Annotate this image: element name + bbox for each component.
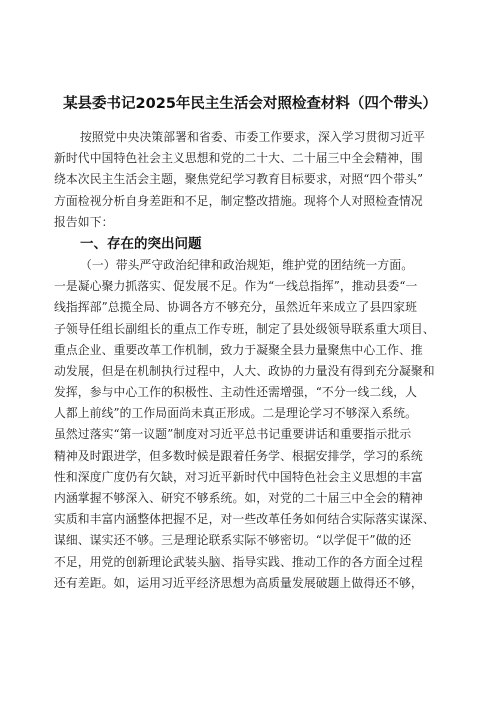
intro-line: 绕本次民主生活会主题，聚焦党纪学习教育目标要求，对照“四个带头” xyxy=(54,172,424,187)
body-line: 内涵掌握不够深入、研究不够系统。如，对党的二十届三中全会的精神 xyxy=(54,491,423,505)
body-line: 精神及时跟进学，但多数时候是跟着任务学、根据安排学，学习的系统 xyxy=(54,448,423,463)
body-line: 虽然过落实“第一议题”制度对习近平总书记重要讲话和重要指示批示 xyxy=(54,427,412,442)
section-heading: 一、存在的突出问题 xyxy=(80,235,202,252)
body-line: 线指挥部”总揽全局、协调各方不够充分，虽然近年来成立了县四家班 xyxy=(54,300,418,315)
body-line: 谋细、谋实还不够。三是理论联系实际不够密切。“以学促干”做的还 xyxy=(54,533,412,548)
body-line: 动发展，但是在机制执行过程中，人大、政协的力量没有得到充分凝聚和 xyxy=(54,363,435,378)
body-line: 发挥，参与中心工作的积极性、主动性还需增强，“不分一线二线，人 xyxy=(54,385,418,400)
document-body xyxy=(54,127,474,594)
body-line: 子领导任组长副组长的重点工作专班，制定了县处级领导联系重大项目、 xyxy=(54,321,435,336)
body-line: 人都上前线”的工作局面尚未真正形成。二是理论学习不够深入系统。 xyxy=(54,406,418,421)
body-line: 性和深度广度仍有欠缺，对习近平新时代中国特色社会主义思想的丰富 xyxy=(54,469,423,484)
intro-line: 新时代中国特色社会主义思想和党的二十大、二十届三中全会精神，围 xyxy=(54,151,423,166)
intro-line: 报告如下： xyxy=(54,214,114,229)
subsection-heading: （一）带头严守政治纪律和政治规矩，维护党的团结统一方面。 xyxy=(80,257,414,272)
body-line: 实质和丰富内涵整体把握不足，对一些改革任务如何结合实际落实谋深、 xyxy=(54,512,435,527)
body-line: 还有差距。如，运用习近平经济思想为高质量发展破题上做得还不够， xyxy=(54,575,423,590)
body-line: 重点企业、重要改革工作机制，致力于凝聚全县力量聚焦中心工作、推 xyxy=(54,342,423,357)
intro-line: 方面检视分析自身差距和不足，制定整改措施。现将个人对照检查情况 xyxy=(54,193,423,208)
body-line: 一是凝心聚力抓落实、促发展不足。作为“一线总指挥”，推动县委“一 xyxy=(54,279,418,294)
body-line: 不足，用党的创新理论武装头脑、指导实践、推动工作的各方面全过程 xyxy=(54,554,423,569)
intro-line: 按照党中央决策部署和省委、市委工作要求，深入学习贯彻习近平 xyxy=(80,130,426,144)
document-title: 某县委书记2025年民主生活会对照检查材料（四个带头） xyxy=(63,96,437,112)
